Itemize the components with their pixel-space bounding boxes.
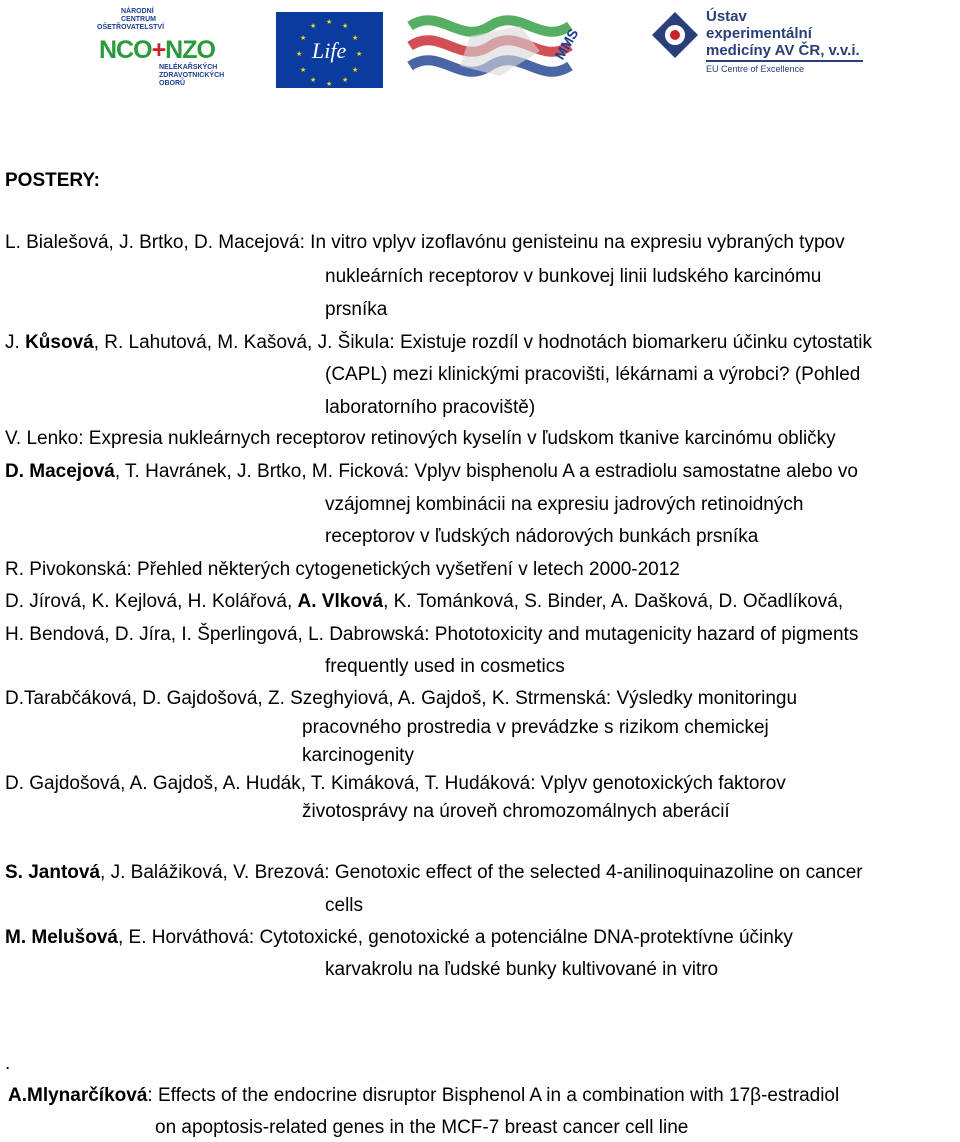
entry-4-author-bold: D. Macejová — [5, 461, 115, 482]
uem-divider — [706, 60, 863, 62]
nco-mark — [99, 36, 215, 65]
entry-10-line-1-text: , E. Horváthová: Cytotoxické, genotoxické a potenciálne DNA-protektívne účinky — [117, 927, 793, 948]
uem-logo — [650, 6, 865, 82]
entry-10-line-2: karvakrolu na ľudské bunky kultivované in vitro — [325, 959, 719, 980]
entry-6-author-bold: A. Vlková — [297, 591, 384, 612]
stray-dot: . — [5, 1053, 11, 1074]
logo-header — [0, 0, 960, 100]
uem-name-line-1: Ústav — [706, 8, 747, 25]
uem-emblem-icon — [650, 10, 700, 60]
entry-7-line-3: karcinogenity — [302, 745, 414, 766]
nco-bottom-line-1: NELÉKAŘSKÝCH — [159, 64, 218, 71]
uem-name-line-2: experimentální — [706, 25, 812, 42]
entry-6-line-1-b: , K. Tománková, S. Binder, A. Dašková, D. Očadlíková, — [383, 591, 844, 612]
eu-star-icon: ★ — [326, 19, 333, 26]
entry-6-line-1 — [5, 591, 960, 613]
uem-tagline: EU Centre of Excellence — [706, 64, 805, 74]
mms-logo — [400, 6, 590, 88]
entry-8-line-2: životosprávy na úroveň chromozomálnych aberácií — [302, 801, 730, 822]
eu-star-icon: ★ — [352, 67, 359, 74]
nco-mark-text: NCO+NZO — [99, 36, 215, 64]
entry-11-author-bold: A.Mlynarčíková — [8, 1085, 148, 1106]
entry-2-prefix: J. — [5, 332, 26, 353]
eu-star-icon: ★ — [296, 51, 303, 58]
nco-top-line-2: CENTRUM — [121, 16, 156, 23]
entry-2-line-2: (CAPL) mezi klinickými pracovišti, lékárnami a výrobci? (Pohled — [325, 364, 861, 385]
entry-4-line-3: receptorov v ľudských nádorových bunkách prsníka — [325, 526, 759, 547]
eu-star-icon: ★ — [326, 81, 333, 88]
eu-star-icon: ★ — [342, 23, 349, 30]
uem-name-line-3: medicíny AV ČR, v.v.i. — [706, 42, 860, 59]
entry-4-line-2-text: vzájomnej kombinácii na expresiu jadrových retinoidných — [325, 494, 804, 515]
nco-top-line-3: OŠETŘOVATELSTVÍ — [97, 24, 165, 31]
entry-1-line-2-text: nukleárních receptorov v bunkovej linii ludského karcinómu — [325, 266, 822, 287]
entry-2-line-1-text: , R. Lahutová, M. Kašová, J. Šikula: Existuje rozdíl v hodnotách biomarkeru účinku cytostatik — [93, 332, 873, 353]
eu-star-icon: ★ — [342, 77, 349, 84]
entry-10-author-bold: M. Melušová — [5, 927, 118, 948]
entry-11-line-2: on apoptosis-related genes in the MCF-7 breast cancer cell line — [155, 1117, 689, 1138]
entry-4-line-2 — [325, 494, 960, 516]
entry-11-line-1-text: : Effects of the endocrine disruptor Bisphenol A in a combination with 17β-estradiol — [147, 1085, 840, 1106]
entry-9-line-1-text: , J. Balážiková, V. Brezová: Genotoxic effect of the selected 4-anilinoquinazoline on cancer — [100, 862, 863, 883]
entry-3-line-1: V. Lenko: Expresia nukleárnych receptorov retinových kyselín v ľudskom tkanive karcinómu obličky — [5, 428, 836, 449]
entry-7-line-2: pracovného prostredia v prevádzke s rizikom chemickej — [302, 717, 769, 738]
entry-6-line-1-a: D. Jírová, K. Kejlová, H. Kolářová, — [5, 591, 298, 612]
entry-9-line-1 — [5, 862, 960, 884]
entry-11-line-1 — [8, 1085, 960, 1107]
mms-wordmark: MMS — [551, 25, 582, 63]
eu-star-icon: ★ — [310, 23, 317, 30]
entry-1-line-3: prsníka — [325, 299, 388, 320]
entry-2-line-3: laboratorního pracoviště) — [325, 397, 536, 418]
entry-6-line-2: H. Bendová, D. Jíra, I. Šperlingová, L. Dabrowská: Phototoxicity and mutagenicity hazard of pigments — [5, 624, 859, 645]
nco-top-line-1: NÁRODNÍ — [121, 8, 154, 15]
entry-2-author-bold: Kůsová — [25, 332, 94, 353]
nco-bottom-line-3: OBORŮ — [159, 80, 186, 87]
nco-nzo-logo — [95, 8, 225, 92]
entry-1-line-1-text: L. Bialešová, J. Brtko, D. Macejová: In vitro vplyv izoflavónu genisteinu na expresiu vybraných typov — [5, 232, 845, 253]
life-logo — [276, 12, 383, 88]
eu-star-icon: ★ — [352, 35, 359, 42]
uem-name — [706, 8, 860, 59]
entry-4-line-1 — [5, 461, 960, 483]
entry-1-line-2 — [325, 266, 960, 288]
entry-1-line-1 — [5, 232, 957, 254]
entry-10-line-1 — [5, 927, 957, 949]
eu-star-icon: ★ — [300, 67, 307, 74]
entry-7-line-1: D.Tarabčáková, D. Gajdošová, Z. Szeghyiová, A. Gajdoš, K. Strmenská: Výsledky monitoringu — [5, 688, 798, 709]
eu-star-icon: ★ — [300, 35, 307, 42]
entry-8-line-1: D. Gajdošová, A. Gajdoš, A. Hudák, T. Kimáková, T. Hudáková: Vplyv genotoxických faktorov — [5, 773, 786, 794]
entry-4-line-1-text: , T. Havránek, J. Brtko, M. Ficková: Vplyv bisphenolu A a estradiolu samostatne alebo vo — [114, 461, 858, 482]
entry-9-line-2: cells — [325, 895, 364, 916]
entry-6-line-3: frequently used in cosmetics — [325, 656, 565, 677]
entry-9-author-bold: S. Jantová — [5, 862, 101, 883]
eu-star-icon: ★ — [356, 51, 363, 58]
page-title: POSTERY: — [5, 170, 101, 191]
entry-5-line-1: R. Pivokonská: Přehled některých cytogenetických vyšetření v letech 2000-2012 — [5, 559, 680, 580]
nco-bottom-line-2: ZDRAVOTNICKÝCH — [159, 72, 225, 79]
eu-star-icon: ★ — [310, 77, 317, 84]
entry-2-line-1 — [5, 332, 960, 354]
life-wordmark: Life — [312, 38, 347, 63]
